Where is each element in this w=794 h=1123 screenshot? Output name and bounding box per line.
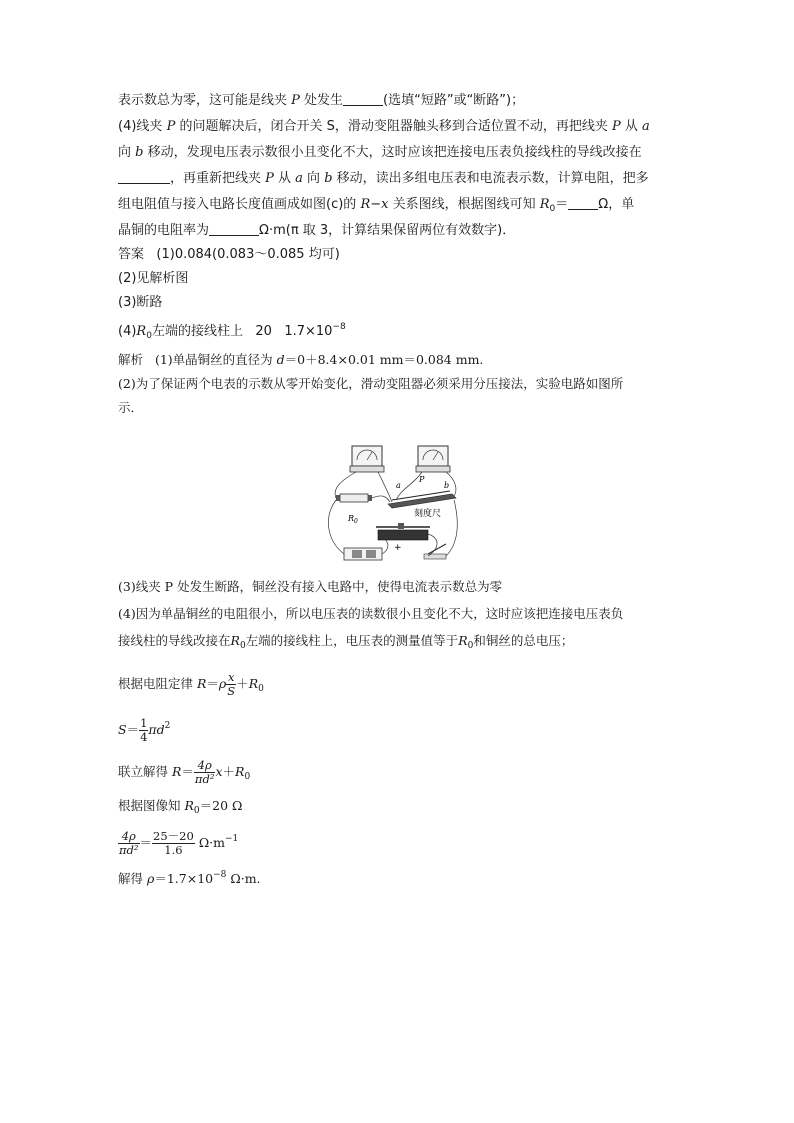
equation-2	[118, 717, 678, 747]
superscript: −8	[213, 870, 227, 880]
label-plus: +	[394, 543, 402, 553]
question-line-6	[118, 222, 678, 240]
question-line-3	[118, 144, 678, 162]
subscript: 0	[146, 331, 152, 341]
answer-2: (2)见解析图	[118, 271, 189, 286]
text: 的问题解决后，闭合开关 S，滑动变阻器触头移到合适位置不动，再把线夹	[175, 119, 612, 134]
text: ＝	[206, 676, 219, 691]
fraction	[194, 759, 216, 786]
var-r: R	[235, 764, 245, 779]
text: ＝	[139, 835, 153, 850]
text: 根据电阻定律	[118, 676, 197, 691]
superscript: −8	[332, 322, 346, 332]
denominator: 1.6	[152, 843, 195, 857]
var-s: S	[118, 722, 127, 737]
superscript: −1	[225, 834, 239, 844]
answer-label: 答案	[118, 247, 145, 262]
text: πd	[148, 722, 165, 737]
text: 向	[118, 145, 136, 160]
var-p: P	[166, 119, 176, 134]
numerator: 1	[140, 716, 148, 730]
label-p: P	[419, 475, 425, 484]
question-line-4	[118, 170, 678, 188]
label-ruler: 刻度尺	[414, 509, 442, 519]
label-r0: $R_0$	[348, 514, 358, 525]
value: 1.7×10	[284, 324, 333, 339]
value: 20	[255, 324, 272, 339]
answer-blank[interactable]	[568, 196, 598, 210]
text: 移动，读出多组电压表和电流表示数，计算电阻，把多	[332, 171, 649, 186]
text: 移动，发现电压表示数很小且变化不大，这时应该把连接电压表负接线柱的导线改接在	[143, 145, 642, 160]
text: ＝20 Ω	[199, 798, 243, 813]
unit: Ω·m	[198, 835, 226, 850]
text: Ω，单	[598, 197, 635, 212]
resistor-r0-icon	[336, 494, 372, 502]
equation-5	[118, 830, 678, 860]
circuit-diagram	[322, 444, 462, 568]
text: 组电阻值与接入电路长度值画成如图(c)的	[118, 197, 361, 212]
text: ，再重新把线夹	[170, 171, 266, 186]
answer-line-1	[118, 246, 678, 264]
ammeter-icon	[416, 446, 450, 472]
answer-4	[118, 318, 678, 345]
var-r: R	[184, 798, 194, 813]
solution-line-2b: 示．	[118, 400, 144, 415]
answer-blank[interactable]	[343, 92, 383, 106]
var-rho: ρ	[218, 676, 227, 691]
text: 左端的接线柱上	[151, 324, 243, 339]
var-r: R	[248, 676, 259, 691]
numerator: 25－20	[153, 829, 194, 843]
text: ＝0＋8.4×0.01 mm＝0.084 mm.	[284, 352, 484, 367]
solution-line-2: (2)为了保证两个电表的示数从零开始变化，滑动变阻器必须采用分压接法，实验电路如图所	[118, 376, 624, 391]
page-content	[118, 92, 678, 417]
solution-continued	[118, 578, 678, 888]
var-a: a	[641, 119, 650, 134]
answer-blank[interactable]	[209, 222, 259, 236]
var-x: x	[381, 197, 389, 212]
text: (4)线夹	[118, 119, 167, 134]
solution-line-4: (4)因为单晶铜丝的电阻很小，所以电压表的读数很小且变化不大，这时应该把连接电压表负	[118, 606, 624, 621]
text: 根据图像知	[118, 798, 185, 813]
question-line-1	[118, 92, 678, 110]
label-a: a	[396, 481, 401, 490]
voltmeter-icon	[350, 446, 384, 472]
var-x: x	[215, 764, 223, 779]
text: (1)单晶铜丝的直径为	[154, 352, 277, 367]
text: Ω·m(π 取 3，计算结果保留两位有效数字)．	[259, 223, 516, 238]
var-d: d	[276, 352, 285, 367]
var-rho: ρ	[146, 871, 155, 886]
battery-icon	[344, 548, 382, 560]
numerator: x	[227, 670, 235, 684]
solution-line-4b	[118, 632, 678, 655]
subscript: 0	[258, 684, 264, 694]
equation-4	[118, 797, 678, 820]
text: 从	[273, 171, 296, 186]
solution-line-3: (3)线夹 P 处发生断路，铜丝没有接入电路中，使得电流表示数总为零	[118, 579, 503, 594]
switch-icon	[424, 544, 446, 559]
fraction	[118, 830, 140, 857]
text: 解得	[118, 871, 147, 886]
fraction	[152, 830, 195, 857]
var-p: P	[291, 93, 300, 108]
text: 关系图线，根据图线可知	[388, 197, 540, 212]
numerator: 4ρ	[197, 758, 212, 772]
var-r: R	[360, 197, 371, 212]
subscript: 0	[467, 641, 474, 651]
denominator: S	[227, 684, 236, 698]
text: 接线柱的导线改接在	[118, 633, 231, 648]
fraction	[226, 671, 236, 698]
ruler-icon	[388, 491, 456, 508]
text: ＝1.7×10	[154, 871, 214, 886]
text: ＋	[236, 676, 249, 691]
text: 联立解得	[118, 764, 172, 779]
var-p: P	[265, 171, 274, 186]
text: 从	[620, 119, 642, 134]
text: (4)	[118, 324, 137, 339]
text: 处发生	[299, 93, 344, 108]
answer-1: (1)0.084(0.083～0.085 均可)	[156, 247, 340, 262]
question-line-5	[118, 196, 678, 214]
var-r: R	[230, 633, 240, 648]
solution-line-1	[118, 351, 678, 369]
var-r: R	[458, 633, 468, 648]
rheostat-icon	[376, 523, 430, 540]
var-r: R	[171, 764, 182, 779]
denominator: πd²	[194, 772, 215, 786]
subscript: 0	[239, 641, 246, 651]
text: 表示数总为零，这可能是线夹	[118, 93, 292, 108]
text: ＝	[555, 197, 569, 212]
text: 向	[302, 171, 325, 186]
var-a: a	[295, 171, 303, 186]
subscript: 0	[244, 772, 251, 782]
solution-label: 解析	[118, 352, 144, 367]
text: ＝	[181, 764, 194, 779]
var-b: b	[135, 145, 144, 160]
text: 晶铜的电阻率为	[118, 223, 210, 238]
equation-1	[118, 671, 678, 701]
text: 和铜丝的总电压；	[473, 633, 574, 648]
denominator: 4	[140, 730, 148, 744]
subscript: 0	[549, 204, 556, 214]
superscript: 2	[164, 721, 171, 731]
var-p: P	[611, 119, 621, 134]
text: −	[370, 197, 382, 212]
answer-blank[interactable]	[118, 170, 170, 184]
equation-6	[118, 866, 678, 888]
text: ＝	[126, 722, 140, 737]
numerator: 4ρ	[121, 829, 136, 843]
text: ＋	[222, 764, 236, 779]
subscript: 0	[193, 806, 200, 816]
label-b: b	[444, 481, 450, 490]
var-r: R	[196, 676, 207, 691]
var-b: b	[324, 171, 333, 186]
text: 左端的接线柱上，电压表的测量值等于	[245, 633, 459, 648]
text: (选填“短路”或“断路”)；	[383, 93, 525, 108]
var-r: R	[539, 197, 550, 212]
var-r: R	[136, 324, 147, 339]
unit: Ω·m.	[226, 871, 261, 886]
denominator: πd²	[119, 843, 139, 857]
question-line-2	[118, 118, 678, 136]
equation-3	[118, 759, 678, 789]
answer-3: (3)断路	[118, 295, 163, 310]
